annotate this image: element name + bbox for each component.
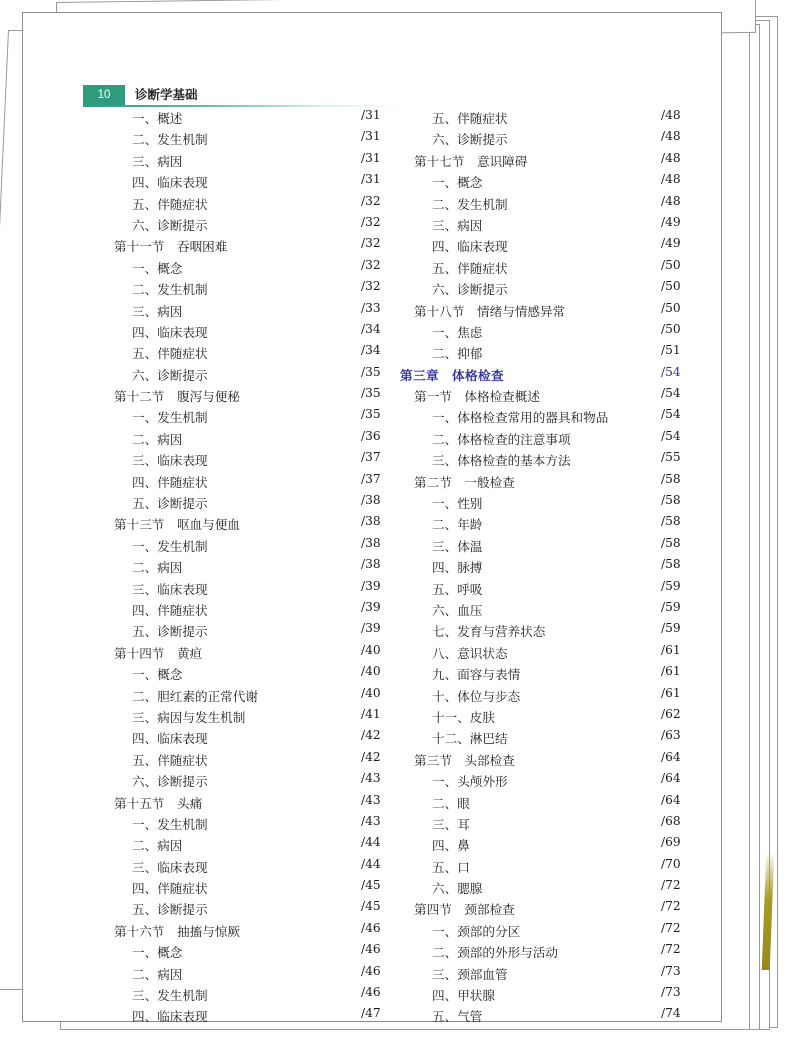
toc-entry-item[interactable]	[100, 472, 400, 493]
toc-entry-chapter[interactable]	[400, 365, 700, 386]
toc-entry-label: 五、伴随症状	[132, 752, 208, 768]
toc-entry-item[interactable]	[100, 686, 400, 707]
toc-entry-page-number: /61	[661, 642, 681, 657]
toc-entry-label: 第十五节 头痛	[114, 795, 203, 811]
toc-entry-page-number: /64	[661, 749, 681, 764]
toc-entry-label: 一、概念	[432, 175, 483, 191]
toc-entry-label: 二、发生机制	[432, 196, 508, 212]
toc-entry-item[interactable]	[400, 236, 700, 257]
toc-entry-page-number: /32	[361, 193, 381, 208]
toc-entry-page-number: /50	[661, 279, 681, 294]
toc-entry-label: 三、颈部血管	[432, 966, 508, 982]
toc-entry-item[interactable]	[400, 172, 700, 193]
toc-entry-item[interactable]	[400, 707, 700, 728]
toc-entry-item[interactable]	[400, 878, 700, 899]
toc-entry-page-number: /49	[661, 236, 681, 251]
toc-entry-page-number: /40	[361, 685, 381, 700]
toc-entry-label: 七、发育与营养状态	[432, 624, 546, 640]
toc-entry-label: 一、概述	[132, 111, 183, 126]
toc-entry-item[interactable]	[400, 429, 700, 450]
toc-entry-item[interactable]	[400, 108, 700, 129]
toc-entry-label: 二、眼	[432, 795, 470, 811]
toc-entry-page-number: /72	[661, 920, 681, 935]
toc-entry-page-number: /68	[661, 813, 681, 828]
toc-entry-item[interactable]	[400, 964, 700, 985]
toc-entry-item[interactable]	[100, 194, 400, 215]
toc-entry-page-number: /70	[661, 856, 681, 871]
toc-entry-label: 三、病因	[432, 217, 483, 233]
toc-entry-label: 四、临床表现	[432, 239, 508, 255]
toc-entry-page-number: /54	[661, 364, 681, 379]
toc-entry-item[interactable]	[400, 771, 700, 792]
toc-entry-label: 三、临床表现	[132, 859, 208, 875]
toc-entry-label: 五、诊断提示	[132, 624, 208, 640]
toc-entry-label: 四、甲状腺	[432, 988, 495, 1004]
toc-entry-label: 四、脉搏	[432, 560, 483, 576]
toc-entry-label: 九、面容与表情	[432, 667, 521, 683]
toc-entry-item[interactable]	[100, 771, 400, 792]
toc-entry-section[interactable]	[400, 472, 700, 493]
toc-entry-page-number: /58	[661, 535, 681, 550]
toc-entry-label: 二、病因	[132, 560, 183, 576]
toc-entry-page-number: /40	[361, 642, 381, 657]
toc-entry-section[interactable]	[400, 301, 700, 322]
toc-entry-section[interactable]	[400, 151, 700, 172]
toc-entry-page-number: /58	[661, 471, 681, 486]
toc-entry-page-number: /48	[661, 193, 681, 208]
toc-entry-page-number: /32	[361, 257, 381, 272]
toc-entry-page-number: /34	[361, 321, 381, 336]
page-number-badge: 10	[83, 85, 125, 105]
toc-entry-label: 三、病因	[132, 153, 183, 169]
toc-entry-label: 三、耳	[432, 816, 470, 832]
toc-entry-page-number: /59	[661, 578, 681, 593]
toc-entry-label: 三、体格检查的基本方法	[432, 453, 571, 469]
toc-entry-label: 十二、淋巴结	[432, 731, 508, 747]
toc-entry-page-number: /32	[361, 214, 381, 229]
toc-entry-label: 第四节 颈部检查	[414, 902, 515, 918]
toc-entry-label: 五、伴随症状	[432, 260, 508, 276]
toc-entry-section[interactable]	[400, 899, 700, 920]
toc-entry-page-number: /45	[361, 878, 381, 893]
toc-entry-label: 一、发生机制	[132, 410, 208, 426]
toc-entry-item[interactable]	[100, 942, 400, 963]
toc-entry-item[interactable]	[100, 536, 400, 557]
toc-entry-label: 二、病因	[132, 838, 183, 854]
toc-entry-label: 三、发生机制	[132, 988, 208, 1004]
toc-entry-label: 四、临床表现	[132, 175, 208, 191]
toc-entry-page-number: /69	[661, 835, 681, 850]
toc-entry-item[interactable]	[100, 899, 400, 920]
toc-entry-label: 二、胆红素的正常代谢	[132, 688, 258, 704]
toc-entry-page-number: /58	[661, 514, 681, 529]
toc-entry-item[interactable]	[400, 621, 700, 642]
toc-entry-label: 二、病因	[132, 431, 183, 447]
toc-entry-item[interactable]	[400, 728, 700, 749]
toc-entry-label: 一、概念	[132, 945, 183, 961]
toc-entry-item[interactable]	[400, 194, 700, 215]
toc-entry-label: 六、诊断提示	[432, 132, 508, 148]
toc-entry-item[interactable]	[100, 407, 400, 428]
toc-entry-item[interactable]	[100, 579, 400, 600]
book-title: 诊断学基础	[135, 87, 198, 102]
toc-entry-page-number: /73	[661, 985, 681, 1000]
toc-entry-item[interactable]	[400, 1006, 700, 1027]
toc-entry-page-number: /31	[361, 172, 381, 187]
toc-entry-label: 第十二节 腹泻与便秘	[114, 389, 240, 405]
toc-entry-label: 六、诊断提示	[132, 367, 208, 383]
toc-entry-page-number: /64	[661, 771, 681, 786]
toc-entry-label: 第十八节 情绪与情感异常	[414, 303, 566, 319]
toc-entry-label: 第十一节 吞咽困难	[114, 239, 228, 255]
toc-entry-label: 五、诊断提示	[132, 902, 208, 918]
toc-entry-page-number: /40	[361, 664, 381, 679]
toc-entry-page-number: /47	[361, 1006, 381, 1021]
toc-entry-page-number: /34	[361, 343, 381, 358]
toc-entry-item[interactable]	[400, 857, 700, 878]
toc-entry-label: 一、性别	[432, 496, 483, 512]
toc-entry-label: 十、体位与步态	[432, 688, 521, 704]
toc-entry-label: 二、颈部的外形与活动	[432, 945, 558, 961]
toc-entry-item[interactable]	[100, 108, 400, 129]
toc-column-right	[400, 108, 700, 1028]
toc-entry-page-number: /59	[661, 621, 681, 636]
toc-entry-page-number: /54	[661, 428, 681, 443]
toc-entry-label: 二、发生机制	[132, 282, 208, 298]
toc-entry-page-number: /63	[661, 728, 681, 743]
toc-entry-page-number: /45	[361, 899, 381, 914]
toc-entry-label: 三、临床表现	[132, 453, 208, 469]
toc-entry-item[interactable]	[100, 450, 400, 471]
toc-entry-page-number: /35	[361, 364, 381, 379]
toc-entry-label: 四、伴随症状	[132, 881, 208, 897]
toc-entry-item[interactable]	[100, 151, 400, 172]
toc-entry-page-number: /38	[361, 557, 381, 572]
toc-entry-item[interactable]	[400, 258, 700, 279]
toc-entry-label: 第十七节 意识障碍	[414, 153, 528, 169]
toc-entry-page-number: /72	[661, 899, 681, 914]
toc-entry-page-number: /46	[361, 920, 381, 935]
toc-entry-label: 一、焦虑	[432, 324, 483, 340]
toc-entry-page-number: /62	[661, 706, 681, 721]
toc-entry-item[interactable]	[100, 215, 400, 236]
toc-entry-page-number: /48	[661, 150, 681, 165]
toc-entry-page-number: /37	[361, 450, 381, 465]
toc-entry-label: 六、诊断提示	[432, 282, 508, 298]
toc-entry-item[interactable]	[100, 621, 400, 642]
toc-entry-item[interactable]	[100, 322, 400, 343]
toc-entry-page-number: /72	[661, 878, 681, 893]
toc-entry-page-number: /42	[361, 749, 381, 764]
toc-entry-page-number: /38	[361, 514, 381, 529]
toc-entry-item[interactable]	[100, 493, 400, 514]
toc-entry-page-number: /31	[361, 150, 381, 165]
toc-entry-label: 第三节 头部检查	[414, 752, 515, 768]
toc-entry-label: 二、抑郁	[432, 346, 483, 362]
toc-entry-item[interactable]	[400, 450, 700, 471]
toc-entry-page-number: /61	[661, 685, 681, 700]
toc-entry-label: 一、发生机制	[132, 538, 208, 554]
toc-entry-item[interactable]	[100, 1006, 400, 1027]
toc-entry-item[interactable]	[400, 215, 700, 236]
toc-entry-item[interactable]	[100, 814, 400, 835]
toc-entry-label: 二、发生机制	[132, 132, 208, 148]
toc-entry-label: 六、诊断提示	[132, 217, 208, 233]
toc-entry-item[interactable]	[400, 643, 700, 664]
toc-entry-item[interactable]	[100, 301, 400, 322]
toc-entry-page-number: /42	[361, 728, 381, 743]
toc-entry-page-number: /58	[661, 493, 681, 508]
toc-column-left	[100, 108, 400, 1028]
toc-entry-page-number: /39	[361, 578, 381, 593]
toc-entry-label: 四、临床表现	[132, 1009, 208, 1025]
toc-entry-item[interactable]	[400, 579, 700, 600]
toc-entry-label: 一、发生机制	[132, 816, 208, 832]
toc-entry-label: 六、腮腺	[432, 881, 483, 897]
toc-entry-page-number: /49	[661, 214, 681, 229]
toc-entry-label: 三、病因与发生机制	[132, 709, 246, 725]
toc-entry-label: 第十三节 呕血与便血	[114, 517, 240, 533]
toc-entry-label: 四、临床表现	[132, 324, 208, 340]
toc-entry-page-number: /46	[361, 963, 381, 978]
toc-entry-item[interactable]	[400, 129, 700, 150]
toc-entry-item[interactable]	[100, 964, 400, 985]
toc-entry-label: 四、伴随症状	[132, 474, 208, 490]
toc-entry-label: 三、体温	[432, 538, 483, 554]
toc-entry-page-number: /48	[661, 129, 681, 144]
toc-entry-item[interactable]	[100, 728, 400, 749]
toc-entry-page-number: /37	[361, 471, 381, 486]
toc-entry-label: 一、头颅外形	[432, 774, 508, 790]
toc-entry-page-number: /32	[361, 236, 381, 251]
toc-entry-label: 五、伴随症状	[432, 111, 508, 126]
toc-entry-item[interactable]	[400, 814, 700, 835]
toc-entry-label: 十一、皮肤	[432, 709, 495, 725]
toc-entry-item[interactable]	[400, 536, 700, 557]
toc-entry-page-number: /44	[361, 835, 381, 850]
toc-entry-label: 一、体格检查常用的器具和物品	[432, 410, 609, 426]
toc-entry-label: 一、颈部的分区	[432, 923, 521, 939]
toc-entry-page-number: /31	[361, 129, 381, 144]
toc-entry-page-number: /55	[661, 450, 681, 465]
toc-entry-section[interactable]	[100, 921, 400, 942]
toc-entry-item[interactable]	[100, 664, 400, 685]
toc-entry-item[interactable]	[100, 707, 400, 728]
toc-entry-page-number: /73	[661, 963, 681, 978]
toc-entry-page-number: /54	[661, 386, 681, 401]
toc-entry-item[interactable]	[400, 921, 700, 942]
toc-entry-page-number: /43	[361, 813, 381, 828]
toc-entry-page-number: /43	[361, 771, 381, 786]
toc-entry-page-number: /54	[661, 407, 681, 422]
toc-entry-item[interactable]	[100, 750, 400, 771]
toc-entry-section[interactable]	[100, 793, 400, 814]
toc-entry-item[interactable]	[100, 279, 400, 300]
toc-entry-item[interactable]	[400, 322, 700, 343]
toc-entry-item[interactable]	[400, 514, 700, 535]
toc-entry-page-number: /50	[661, 321, 681, 336]
toc-entry-page-number: /39	[361, 621, 381, 636]
toc-entry-item[interactable]	[400, 279, 700, 300]
toc-entry-page-number: /50	[661, 300, 681, 315]
toc-entry-item[interactable]	[100, 878, 400, 899]
toc-entry-page-number: /35	[361, 386, 381, 401]
toc-entry-page-number: /59	[661, 599, 681, 614]
toc-entry-item[interactable]	[100, 600, 400, 621]
toc-entry-label: 一、概念	[132, 667, 183, 683]
toc-entry-label: 六、诊断提示	[132, 774, 208, 790]
toc-entry-label: 二、年龄	[432, 517, 483, 533]
toc-entry-page-number: /72	[661, 942, 681, 957]
toc-entry-page-number: /38	[361, 493, 381, 508]
toc-entry-section[interactable]	[100, 643, 400, 664]
toc-entry-label: 三、临床表现	[132, 581, 208, 597]
toc-entry-item[interactable]	[100, 557, 400, 578]
toc-entry-item[interactable]	[100, 835, 400, 856]
toc-entry-item[interactable]	[100, 985, 400, 1006]
toc-entry-item[interactable]	[400, 985, 700, 1006]
toc-entry-label: 第一节 体格检查概述	[414, 389, 540, 405]
toc-entry-label: 二、病因	[132, 966, 183, 982]
toc-entry-page-number: /36	[361, 428, 381, 443]
toc-entry-section[interactable]	[100, 386, 400, 407]
toc-entry-page-number: /38	[361, 535, 381, 550]
toc-entry-item[interactable]	[400, 942, 700, 963]
toc-entry-label: 八、意识状态	[432, 645, 508, 661]
toc-entry-label: 五、伴随症状	[132, 346, 208, 362]
toc-entry-page-number: /51	[661, 343, 681, 358]
toc-entry-label: 第二节 一般检查	[414, 474, 515, 490]
toc-entry-label: 四、伴随症状	[132, 602, 208, 618]
toc-entry-page-number: /48	[661, 108, 681, 122]
toc-entry-label: 五、诊断提示	[132, 496, 208, 512]
toc-entry-page-number: /58	[661, 557, 681, 572]
toc-entry-label: 三、病因	[132, 303, 183, 319]
header-rule	[83, 105, 403, 107]
toc-entry-page-number: /46	[361, 942, 381, 957]
toc-entry-item[interactable]	[100, 129, 400, 150]
toc-entry-item[interactable]	[400, 407, 700, 428]
toc-entry-page-number: /43	[361, 792, 381, 807]
toc-entry-page-number: /48	[661, 172, 681, 187]
toc-entry-page-number: /32	[361, 279, 381, 294]
toc-entry-item[interactable]	[400, 686, 700, 707]
toc-entry-page-number: /50	[661, 257, 681, 272]
toc-entry-item[interactable]	[400, 600, 700, 621]
toc-entry-section[interactable]	[400, 750, 700, 771]
toc-entry-page-number: /41	[361, 706, 381, 721]
toc-entry-label: 四、鼻	[432, 838, 470, 854]
toc-entry-item[interactable]	[400, 343, 700, 364]
toc-entry-item[interactable]	[100, 429, 400, 450]
toc-entry-label: 第三章 体格检查	[400, 367, 504, 383]
toc-entry-item[interactable]	[400, 493, 700, 514]
toc-entry-item[interactable]	[100, 343, 400, 364]
toc-entry-section[interactable]	[400, 386, 700, 407]
toc-entry-item[interactable]	[100, 172, 400, 193]
toc-entry-item[interactable]	[400, 793, 700, 814]
toc-entry-page-number: /74	[661, 1006, 681, 1021]
toc-entry-label: 一、概念	[132, 260, 183, 276]
toc-entry-item[interactable]	[100, 258, 400, 279]
toc-entry-item[interactable]	[400, 557, 700, 578]
toc-entry-label: 五、口	[432, 859, 470, 875]
toc-entry-label: 五、气管	[432, 1009, 483, 1025]
toc-entry-page-number: /31	[361, 108, 381, 122]
toc-entry-label: 第十四节 黄疸	[114, 645, 203, 661]
toc-entry-page-number: /46	[361, 985, 381, 1000]
toc-entry-item[interactable]	[100, 365, 400, 386]
toc-entry-label: 六、血压	[432, 602, 483, 618]
toc-entry-page-number: /64	[661, 792, 681, 807]
toc-entry-label: 二、体格检查的注意事项	[432, 431, 571, 447]
toc-entry-label: 四、临床表现	[132, 731, 208, 747]
toc-entry-label: 五、伴随症状	[132, 196, 208, 212]
toc-entry-label: 第十六节 抽搐与惊厥	[114, 923, 240, 939]
toc-entry-label: 五、呼吸	[432, 581, 483, 597]
toc-entry-section[interactable]	[100, 236, 400, 257]
toc-entry-item[interactable]	[400, 835, 700, 856]
running-head	[83, 85, 683, 107]
toc-entry-section[interactable]	[100, 514, 400, 535]
toc-entry-item[interactable]	[400, 664, 700, 685]
toc-entry-page-number: /61	[661, 664, 681, 679]
toc-entry-page-number: /44	[361, 856, 381, 871]
toc-entry-page-number: /33	[361, 300, 381, 315]
toc-entry-page-number: /35	[361, 407, 381, 422]
toc-entry-item[interactable]	[100, 857, 400, 878]
toc-entry-page-number: /39	[361, 599, 381, 614]
